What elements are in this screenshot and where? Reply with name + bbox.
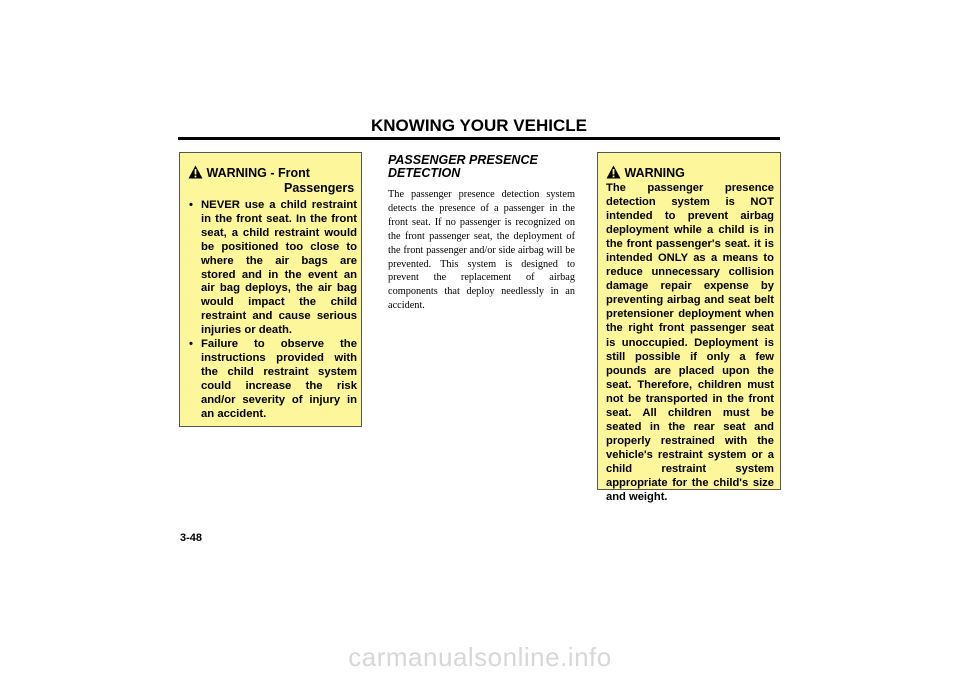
- warning-title-line1: WARNING - Front: [206, 166, 310, 180]
- bullet-glyph: •: [189, 338, 193, 351]
- warning-bullet-item: [187, 199, 357, 338]
- warning-triangle-icon: [188, 165, 203, 179]
- warning-heading: [606, 165, 685, 181]
- warning-title: WARNING: [624, 166, 685, 180]
- bullet-text: Failure to observe the instructions provided with the child restraint system could increase the risk and/or severity of injury in an accident.: [201, 338, 357, 420]
- section-body: The passenger presence detection system detects the presence of a passenger in the front seat. If no passenger is recognized on the front passenger seat, the deployment of the front passenger and/or side airbag will be prevented. This system is designed to prevent the replacement of airbag components that deploy needlessly in an accident.: [388, 189, 575, 312]
- warning-body: The passenger presence detection system is NOT intended to prevent airbag deployment while a child is in the front passenger's seat. it is intended ONLY as a means to reduce unnecessary collision damage repair expense by preventing airbag and seat belt pretensioner deployment when the right front passenger seat is unoccupied. Deployment is still possible if only a few pounds are placed upon the seat. Therefore, children must not be transported in the front seat. All children must be seated in the rear seat and properly restrained with the vehicle's restraint system or a child restraint system appropriate for the child's size and weight.: [606, 182, 774, 504]
- watermark: carmanualsonline.info: [348, 642, 612, 672]
- front-passengers-warning-box: [179, 152, 362, 427]
- page-header-title: KNOWING YOUR VEHICLE: [371, 116, 587, 135]
- bullet-glyph: •: [189, 199, 193, 211]
- passenger-presence-section: [388, 154, 575, 313]
- page-number: 3-48: [180, 532, 203, 544]
- warning-bullet-list: [187, 199, 357, 422]
- header-rule: [178, 137, 780, 140]
- passenger-presence-warning-box: [597, 152, 781, 504]
- bullet-text: NEVER use a child restraint in the front seat. In the front seat, a child restraint would be positioned too close to where the air bags are stored and in the event an air bag deploys, the air bag would impact the child restraint and cause serious injuries or death.: [201, 199, 357, 337]
- warning-triangle-icon: [606, 165, 621, 179]
- section-title: PASSENGER PRESENCE DETECTION: [388, 153, 538, 180]
- warning-bullet-item: [187, 338, 357, 421]
- warning-heading: [188, 165, 358, 196]
- warning-title-line2: Passengers: [284, 181, 355, 195]
